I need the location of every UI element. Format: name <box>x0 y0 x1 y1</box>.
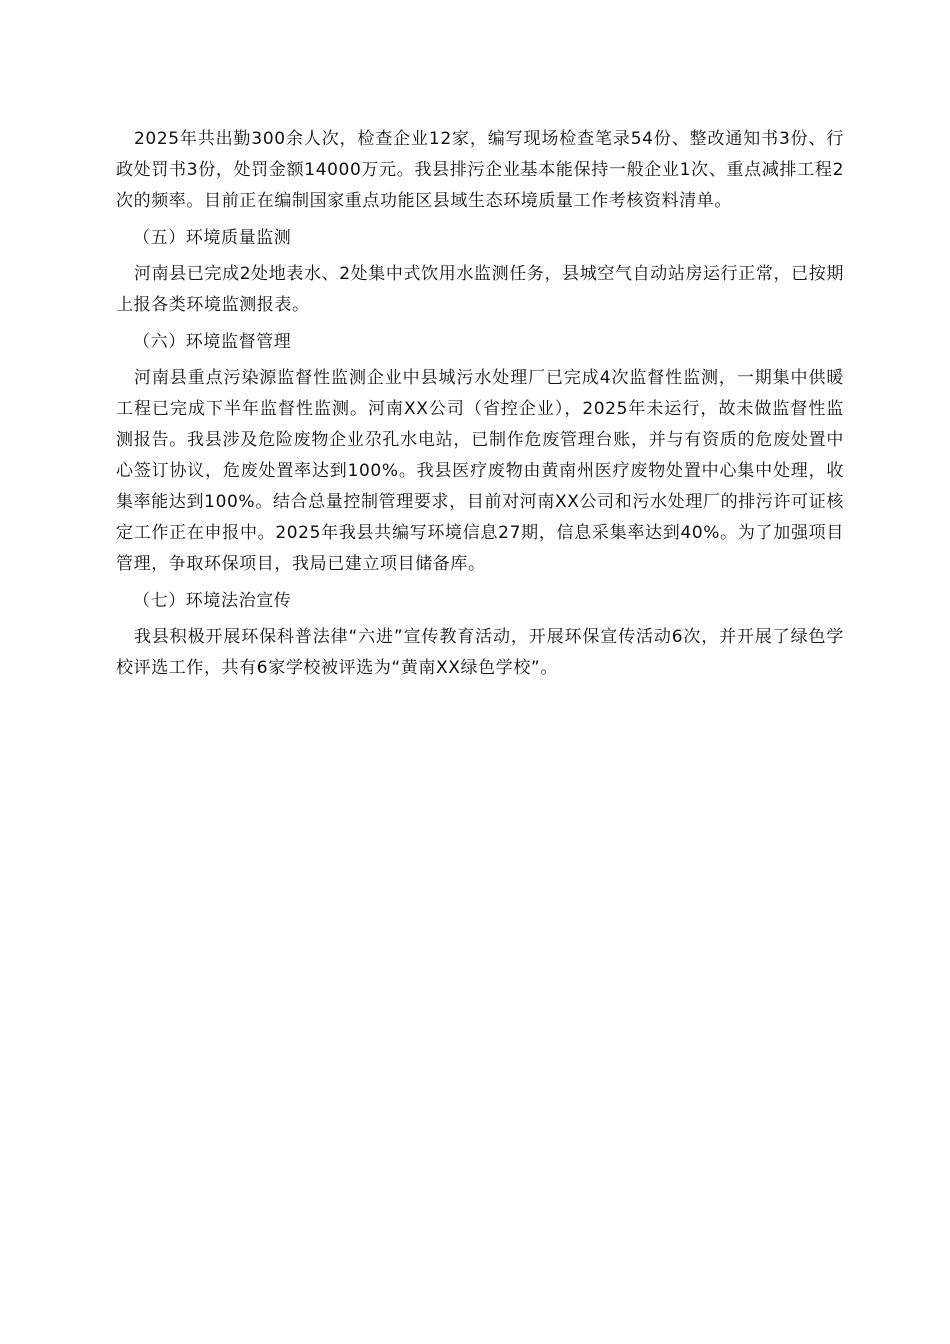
section-heading-7: （七）环境法治宣传 <box>133 591 292 611</box>
paragraph-inspection-summary: 2025年共出勤300余人次，检查企业12家，编写现场检查笔录54份、整改通知书3份、行政处罚书3份，处罚金额14000万元。我县排污企业基本能保持一般企业1次、重点减排工程2次的频率。目前正在编制国家重点功能区县域生态环境质量工作考核资料清单。 <box>116 129 844 211</box>
paragraph-supervision: 河南县重点污染源监督性监测企业中县城污水处理厂已完成4次监督性监测，一期集中供暖工程已完成下半年监督性监测。河南XX公司（省控企业），2025年未运行，故未做监督性监测报告。我县涉及危险废物企业尕孔水电站，已制作危废管理台账，并与有资质的危废处置中心签订协议，危废处置率达到100%。我县医疗废物由黄南州医疗废物处置中心集中处理，收集率能达到100%。结合总量控制管理要求，目前对河南XX公司和污水处理厂的排污许可证核定工作正在申报中。2025年我县共编写环境信息27期，信息采集率达到40%。为了加强项目管理，争取环保项目，我局已建立项目储备库。 <box>116 368 844 574</box>
section-heading-5: （五）环境质量监测 <box>133 228 292 248</box>
section-heading-6: （六）环境监督管理 <box>133 332 292 352</box>
document-body <box>116 124 844 690</box>
paragraph-quality-monitoring: 河南县已完成2处地表水、2处集中式饮用水监测任务，县城空气自动站房运行正常，已按期上报各类环境监测报表。 <box>116 264 844 315</box>
paragraph-legal-publicity: 我县积极开展环保科普法律“六进”宣传教育活动，开展环保宣传活动6次，并开展了绿色学校评选工作，共有6家学校被评选为“黄南XX绿色学校”。 <box>116 627 844 678</box>
